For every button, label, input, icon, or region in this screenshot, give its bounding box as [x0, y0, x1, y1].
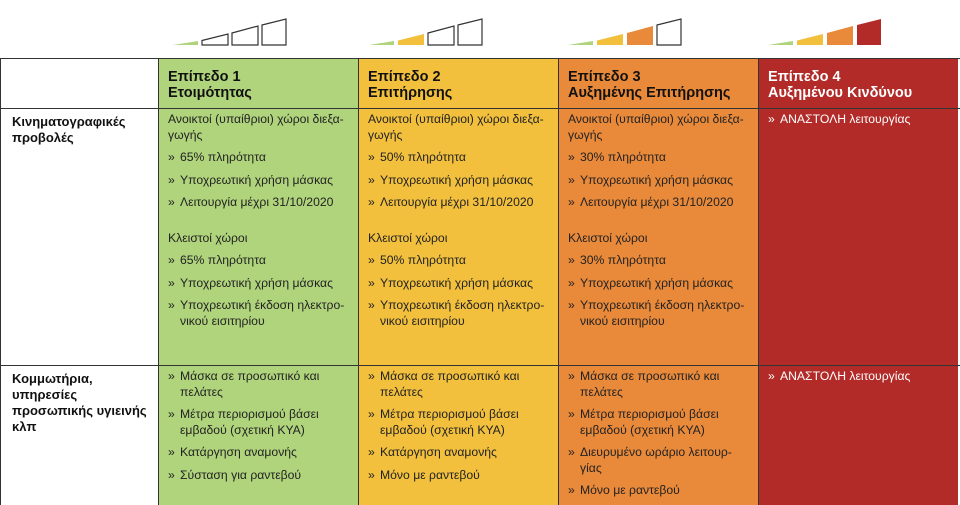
level-4-subtitle: Αυξημένου Κινδύνου: [768, 85, 913, 101]
list-item: » Υποχρεωτική έκδοση ηλεκτρο-νικού εισιτηρίου: [368, 298, 548, 329]
list-item: » 65% πληρότητα: [168, 150, 348, 166]
level-1-title: Επίπεδο 1: [168, 69, 241, 85]
cinema-level-3-cell: [558, 108, 758, 365]
level-indicator-row: [0, 0, 960, 58]
header-level-2: [358, 58, 558, 108]
row-label-hairdressers: [0, 365, 158, 505]
level-4-indicator-icon: [767, 18, 887, 48]
list-item: » 30% πληρότητα: [568, 150, 748, 166]
measures-table: [0, 58, 960, 505]
list-item: » 50% πληρότητα: [368, 253, 548, 269]
column-divider: [558, 58, 559, 505]
level-2-title: Επίπεδο 2: [368, 69, 441, 85]
level-1-subtitle: Ετοιμότητας: [168, 85, 252, 101]
list-item: » Μάσκα σε προσωπικό και πελάτες: [368, 369, 548, 400]
list-item: » Κατάργηση αναμονής: [368, 445, 548, 461]
header-corner-cell: [0, 58, 158, 108]
level-2-subtitle: Επιτήρησης: [368, 85, 453, 101]
level-2-indicator-icon: [368, 18, 488, 48]
list-item: » Διευρυμένο ωράριο λειτουρ-γίας: [568, 445, 748, 476]
hairdressers-level-1-cell: [158, 365, 358, 505]
list-item: » Μέτρα περιορισμού βάσει εμβαδού (σχετική ΚΥΑ): [168, 407, 348, 438]
list-item: » Μέτρα περιορισμού βάσει εμβαδού (σχετική ΚΥΑ): [368, 407, 548, 438]
list-item: » Υποχρεωτική χρήση μάσκας: [168, 276, 348, 292]
header-level-3: [558, 58, 758, 108]
list-item: » Υποχρεωτική χρήση μάσκας: [368, 276, 548, 292]
cinema-level-4-cell: [758, 108, 958, 365]
open-spaces-heading: Ανοικτοί (υπαίθριοι) χώροι διεξα-γωγής: [368, 112, 544, 142]
level-3-indicator-icon: [567, 18, 687, 48]
open-spaces-heading: Ανοικτοί (υπαίθριοι) χώροι διεξα-γωγής: [168, 112, 344, 142]
list-item: » 30% πληρότητα: [568, 253, 748, 269]
list-item: » Υποχρεωτική χρήση μάσκας: [368, 173, 548, 189]
row-label-cinema: [0, 108, 158, 365]
closed-spaces-heading: Κλειστοί χώροι: [368, 230, 448, 245]
header-divider: [0, 108, 960, 109]
list-item: » Λειτουργία μέχρι 31/10/2020: [368, 195, 548, 211]
list-item: » Μάσκα σε προσωπικό και πελάτες: [168, 369, 348, 400]
column-divider: [758, 58, 759, 505]
closed-spaces-heading: Κλειστοί χώροι: [568, 230, 648, 245]
cinema-level-1-cell: [158, 108, 358, 365]
list-item: » Σύσταση για ραντεβού: [168, 468, 348, 484]
hairdressers-level-3-cell: [558, 365, 758, 505]
list-item: » ΑΝΑΣΤΟΛΗ λειτουργίας: [768, 112, 948, 128]
level-1-indicator-icon: [172, 18, 292, 48]
row-label-text: Κινηματογραφικές προβολές: [12, 114, 126, 145]
list-item: » Υποχρεωτική έκδοση ηλεκτρο-νικού εισιτηρίου: [168, 298, 348, 329]
header-level-4: [758, 58, 958, 108]
level-3-title: Επίπεδο 3: [568, 69, 641, 85]
list-item: » Κατάργηση αναμονής: [168, 445, 348, 461]
table-top-border: [0, 58, 960, 59]
list-item: » 65% πληρότητα: [168, 253, 348, 269]
closed-spaces-heading: Κλειστοί χώροι: [168, 230, 248, 245]
list-item: » 50% πληρότητα: [368, 150, 548, 166]
list-item: » Μόνο με ραντεβού: [568, 483, 748, 499]
list-item: » ΑΝΑΣΤΟΛΗ λειτουργίας: [768, 369, 948, 385]
list-item: » Υποχρεωτική χρήση μάσκας: [168, 173, 348, 189]
header-level-1: [158, 58, 358, 108]
table-left-border: [0, 58, 1, 505]
list-item: » Μέτρα περιορισμού βάσει εμβαδού (σχετική ΚΥΑ): [568, 407, 748, 438]
column-divider: [358, 58, 359, 505]
hairdressers-level-4-cell: [758, 365, 958, 505]
open-spaces-heading: Ανοικτοί (υπαίθριοι) χώροι διεξα-γωγής: [568, 112, 744, 142]
level-3-subtitle: Αυξημένης Επιτήρησης: [568, 85, 731, 101]
row-label-text: Κομμωτήρια, υπηρεσίες προσωπικής υγιεινής κλπ: [12, 371, 147, 434]
level-4-title: Επίπεδο 4: [768, 69, 841, 85]
list-item: » Υποχρεωτική χρήση μάσκας: [568, 276, 748, 292]
list-item: » Μόνο με ραντεβού: [368, 468, 548, 484]
hairdressers-level-2-cell: [358, 365, 558, 505]
list-item: » Μάσκα σε προσωπικό και πελάτες: [568, 369, 748, 400]
list-item: » Λειτουργία μέχρι 31/10/2020: [168, 195, 348, 211]
cinema-level-2-cell: [358, 108, 558, 365]
row-divider: [0, 365, 960, 366]
list-item: » Λειτουργία μέχρι 31/10/2020: [568, 195, 748, 211]
column-divider: [158, 58, 159, 505]
list-item: » Υποχρεωτική χρήση μάσκας: [568, 173, 748, 189]
list-item: » Υποχρεωτική έκδοση ηλεκτρο-νικού εισιτηρίου: [568, 298, 748, 329]
